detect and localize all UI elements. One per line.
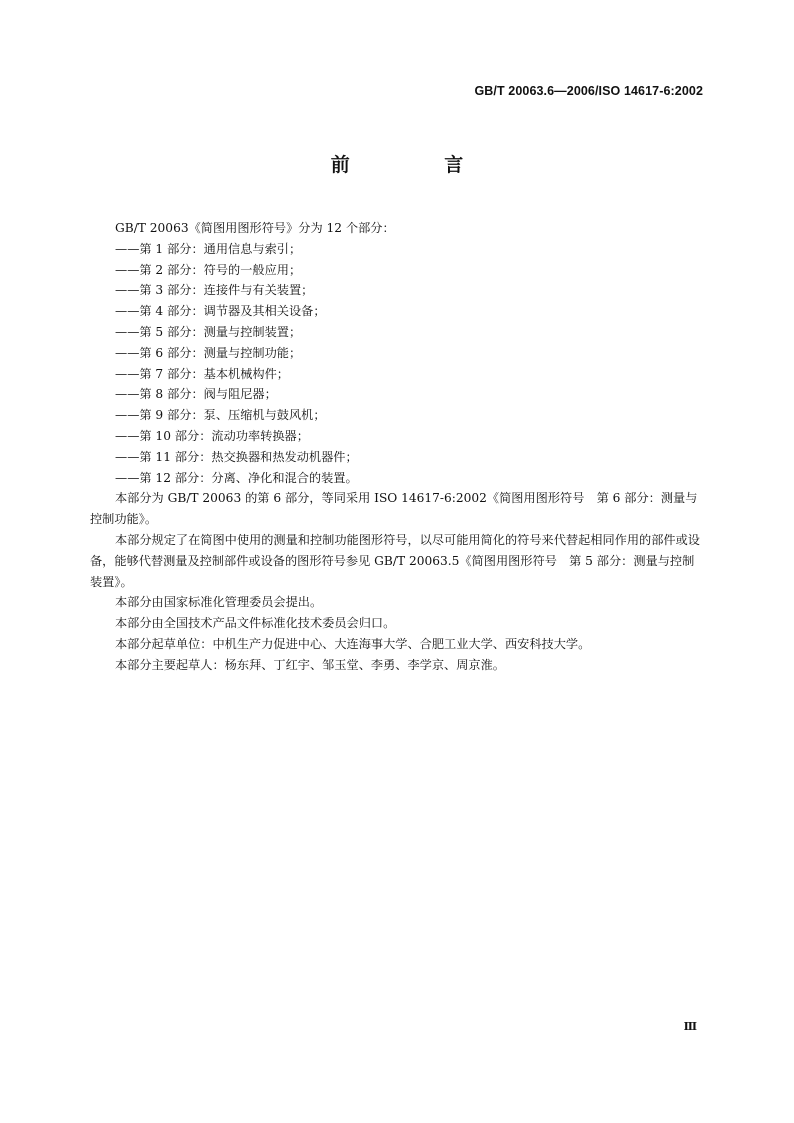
drafters-paragraph: 本部分主要起草人：杨东拜、丁红宇、邹玉堂、李勇、李学京、周京淮。 bbox=[115, 657, 505, 672]
page-title: 前 言 bbox=[330, 154, 508, 176]
list-item: ——第 8 部分：阀与阻尼器； bbox=[115, 387, 277, 402]
page-number: Ⅲ bbox=[683, 1020, 697, 1033]
list-item: ——第 10 部分：流动功率转换器； bbox=[115, 428, 309, 443]
parts-list bbox=[90, 239, 706, 489]
list-item: ——第 6 部分：测量与控制功能； bbox=[115, 345, 302, 360]
committee-paragraph: 本部分由全国技术产品文件标准化技术委员会归口。 bbox=[115, 616, 396, 631]
list-item: ——第 2 部分：符号的一般应用； bbox=[115, 262, 302, 277]
list-item: ——第 3 部分：连接件与有关装置； bbox=[115, 283, 314, 298]
list-item: ——第 4 部分：调节器及其相关设备； bbox=[115, 304, 326, 319]
document-body bbox=[90, 218, 706, 676]
list-item: ——第 9 部分：泵、压缩机与鼓风机； bbox=[115, 408, 326, 423]
adoption-paragraph: 本部分为 GB/T 20063 的第 6 部分，等同采用 ISO 14617-6:2002《简图用图形符号 第 6 部分：测量与控制功能》。 bbox=[90, 491, 698, 527]
list-item: ——第 7 部分：基本机械构件； bbox=[115, 366, 289, 381]
list-item: ——第 12 部分：分离、净化和混合的装置。 bbox=[115, 470, 358, 485]
list-item: ——第 5 部分：测量与控制装置； bbox=[115, 324, 302, 339]
scope-paragraph: 本部分规定了在简图中使用的测量和控制功能图形符号，以尽可能用简化的符号来代替起相同作用的部件或设备，能够代替测量及控制部件或设备的图形符号参见 GB/T 20063.5《简图用图形符号 第 5 部分：测量与控制装置》。 bbox=[90, 532, 700, 589]
drafting-units-paragraph: 本部分起草单位：中机生产力促进中心、大连海事大学、合肥工业大学、西安科技大学。 bbox=[115, 636, 591, 651]
standard-code-header: GB/T 20063.6—2006/ISO 14617-6:2002 bbox=[474, 84, 703, 98]
intro-paragraph: GB/T 20063《简图用图形符号》分为 12 个部分： bbox=[115, 221, 395, 235]
list-item: ——第 1 部分：通用信息与索引； bbox=[115, 241, 302, 256]
list-item: ——第 11 部分：热交换器和热发动机器件； bbox=[115, 449, 358, 464]
proposer-paragraph: 本部分由国家标准化管理委员会提出。 bbox=[115, 595, 323, 610]
